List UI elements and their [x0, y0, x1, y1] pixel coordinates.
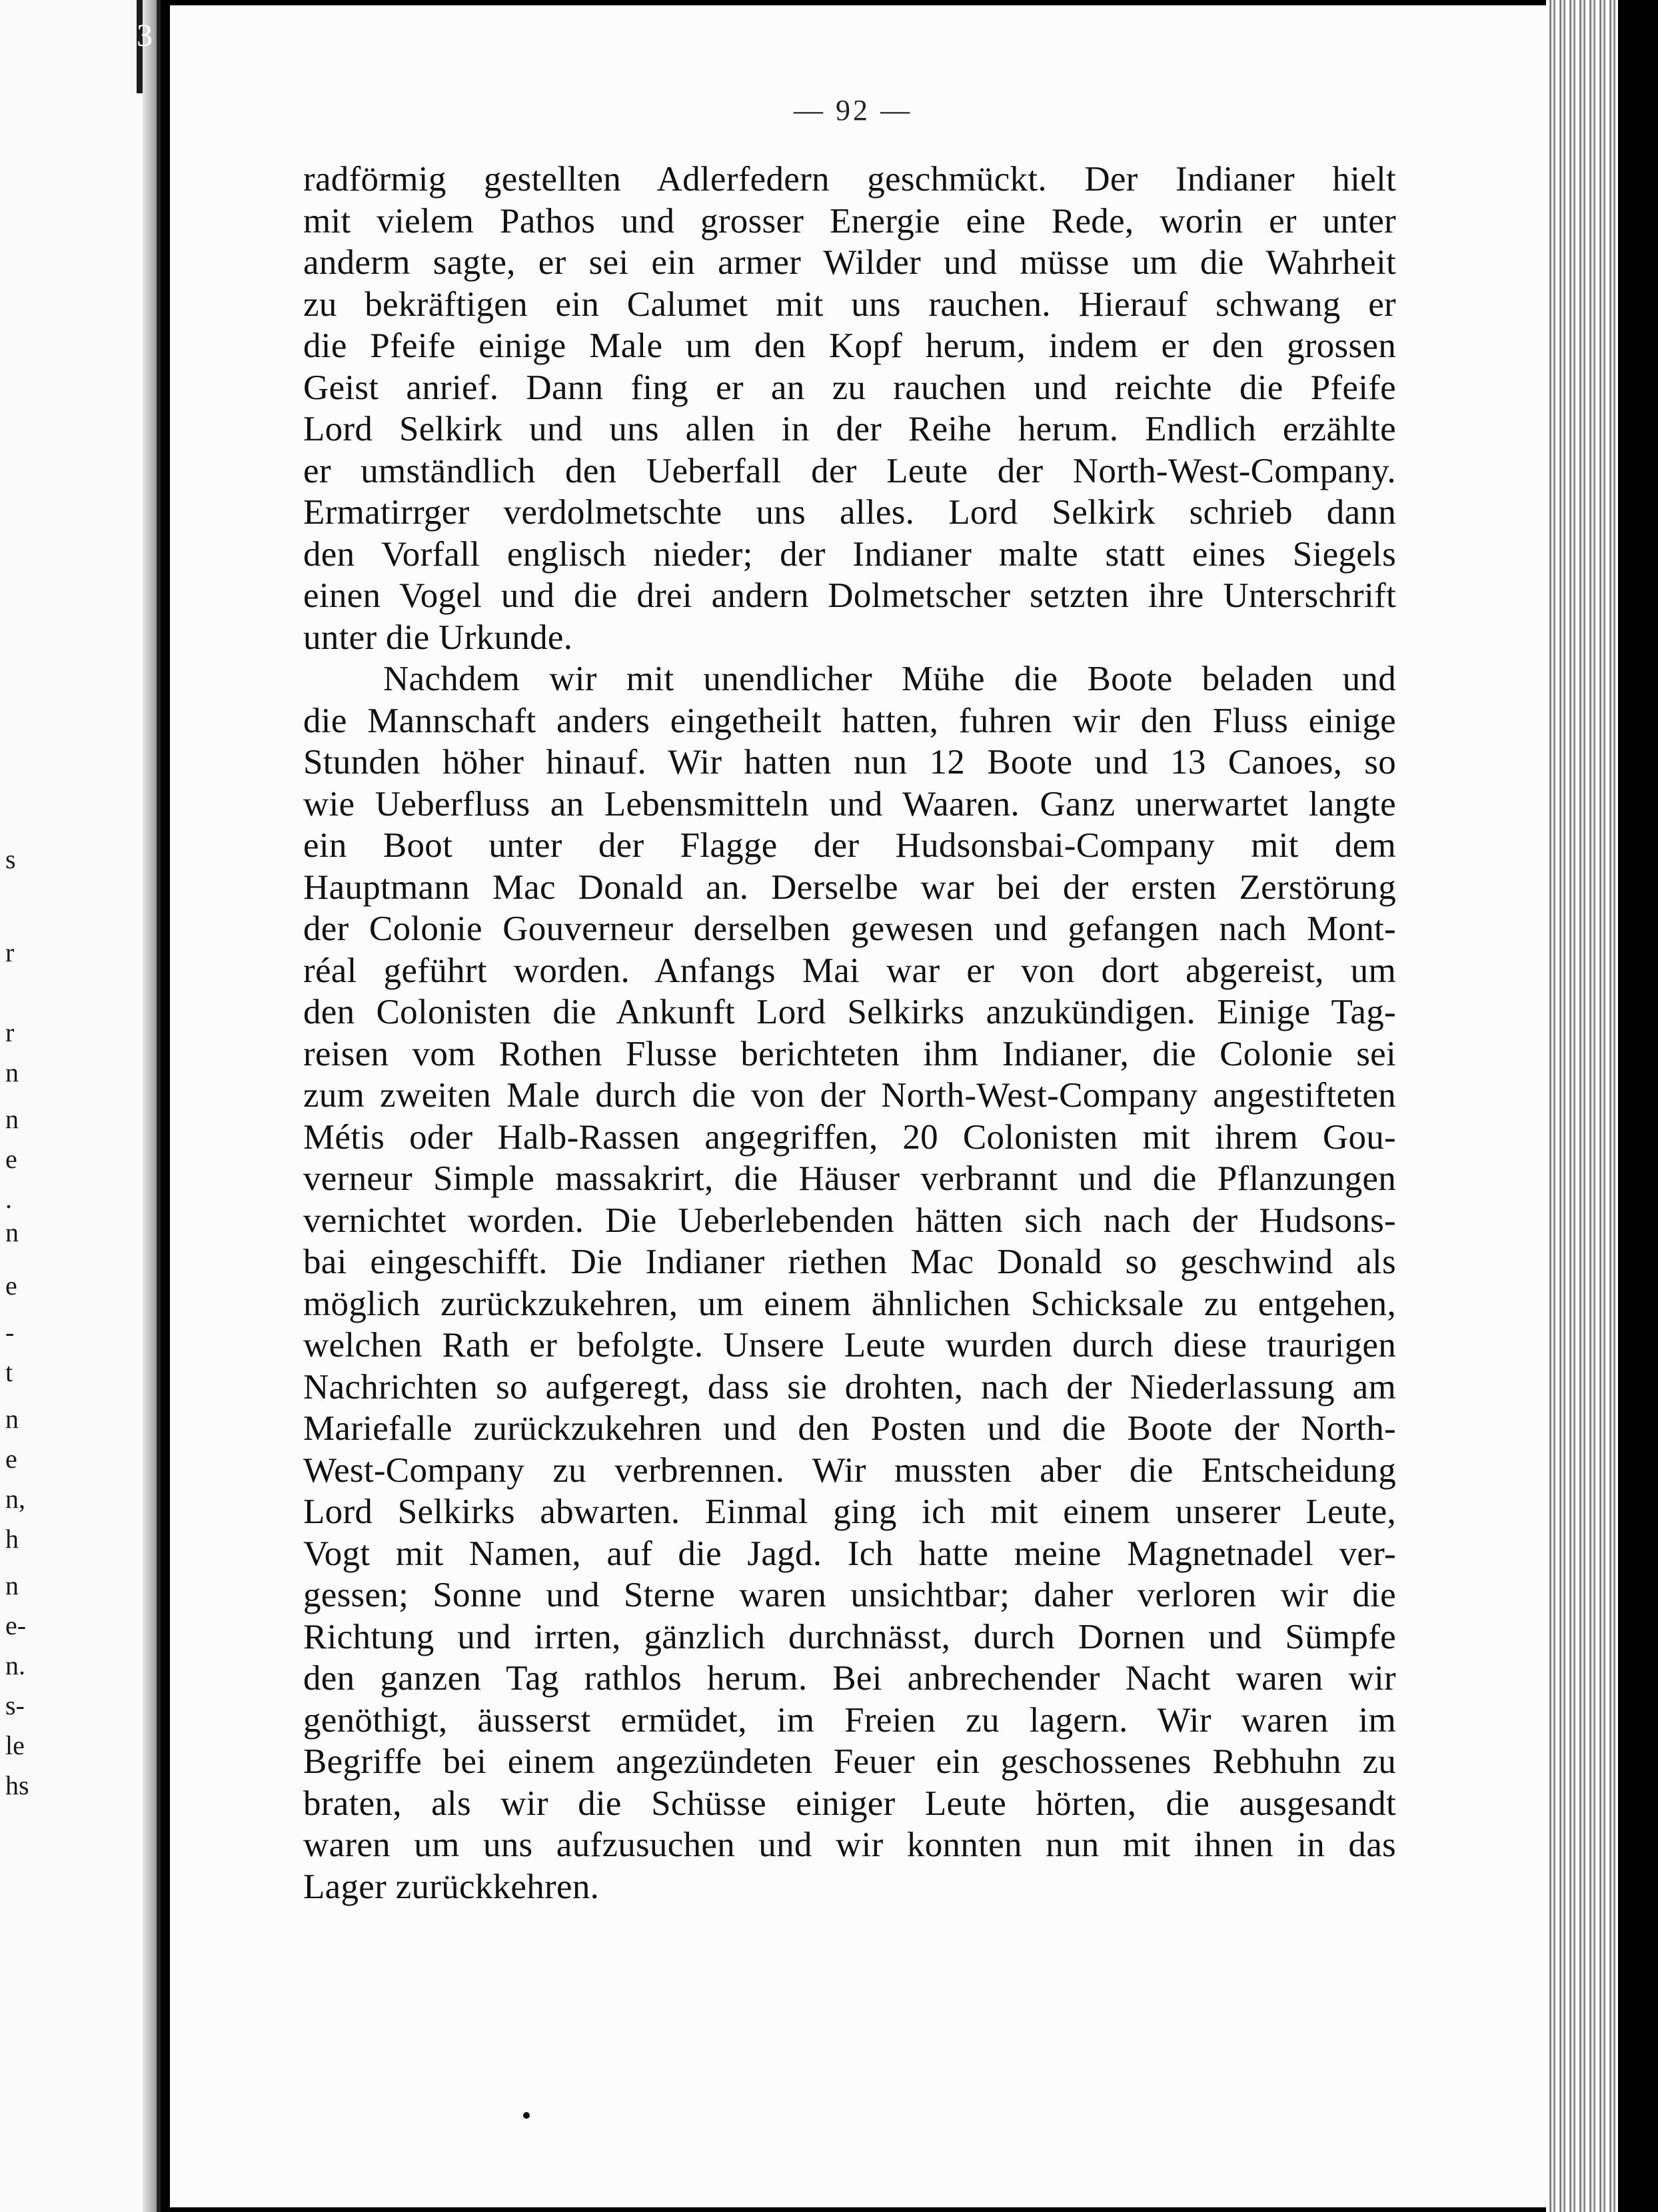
- text-line: genöthigt, äusserst ermüdet, im Freien zu lagern. Wir waren im: [303, 1700, 1396, 1740]
- text-line: den ganzen Tag rathlos herum. Bei anbrechender Nacht waren wir: [303, 1659, 1396, 1698]
- text-line: Lord Selkirk und uns allen in der Reihe herum. Endlich erzählte: [303, 410, 1396, 448]
- body-text: [303, 159, 1396, 1908]
- edge-char: -: [5, 1317, 15, 1347]
- text-line: West-Company zu verbrennen. Wir mussten aber die Entscheidung: [303, 1450, 1396, 1490]
- page-stack-edges: [1546, 0, 1658, 2212]
- text-line: Lord Selkirks abwarten. Einmal ging ich mit einem unserer Leute,: [303, 1492, 1396, 1531]
- text-line: die Mannschaft anders eingetheilt hatten, fuhren wir den Fluss einige: [303, 701, 1396, 740]
- text-line: welchen Rath er befolgte. Unsere Leute wurden durch diese traurigen: [303, 1326, 1396, 1365]
- text-line: verneur Simple massakrirt, die Häuser verbrannt und die Pflanzungen: [303, 1159, 1396, 1198]
- edge-char: h: [5, 1524, 19, 1554]
- edge-char: s-: [5, 1690, 25, 1720]
- text-line: Hauptmann Mac Donald an. Derselbe war bei der ersten Zerstörung: [303, 867, 1396, 907]
- edge-char: e: [5, 1271, 17, 1301]
- text-line: mit vielem Pathos und grosser Energie eine Rede, worin er unter: [303, 201, 1396, 241]
- text-line: Métis oder Halb-Rassen angegriffen, 20 Colonisten mit ihrem Gou-: [303, 1117, 1396, 1157]
- text-line: bai eingeschifft. Die Indianer riethen Mac Donald so geschwind als: [303, 1243, 1396, 1281]
- text-line: Nachdem wir mit unendlicher Mühe die Boote beladen und: [383, 660, 1396, 698]
- edge-char: e-: [5, 1610, 27, 1640]
- text-line: radförmig gestellten Adlerfedern geschmückt. Der Indianer hielt: [303, 160, 1396, 199]
- text-line: zu bekräftigen ein Calumet mit uns rauchen. Hierauf schwang er: [303, 284, 1396, 324]
- edge-char: n: [5, 1217, 19, 1247]
- text-line: Geist anrief. Dann fing er an zu rauchen und reichte die Pfeife: [303, 368, 1396, 407]
- text-line: gessen; Sonne und Sterne waren unsichtbar; daher verloren wir die: [303, 1576, 1396, 1614]
- text-line: den Vorfall englisch nieder; der Indianer malte statt eines Siegels: [303, 534, 1396, 574]
- text-line: Mariefalle zurückzukehren und den Posten und die Boote der North-: [303, 1409, 1396, 1448]
- edge-char: t: [5, 1357, 13, 1387]
- text-line: waren um uns aufzusuchen und wir konnten nun mit ihnen in das: [303, 1826, 1396, 1864]
- edge-top-mark: 3: [137, 18, 153, 53]
- text-line: Begriffe bei einem angezündeten Feuer ein geschossenes Rebhuhn zu: [303, 1742, 1396, 1781]
- text-line: Lager zurückkehren.: [303, 1867, 600, 1906]
- edge-char: r: [5, 1017, 15, 1047]
- edge-char: le: [5, 1730, 25, 1760]
- text-line: Stunden höher hinauf. Wir hatten nun 12 Boote und 13 Canoes, so: [303, 743, 1396, 782]
- edge-char: n: [5, 1057, 19, 1087]
- text-line: anderm sagte, er sei ein armer Wilder und müsse um die Wahrheit: [303, 243, 1396, 282]
- text-line: wie Ueberfluss an Lebensmitteln und Waaren. Ganz unerwartet langte: [303, 784, 1396, 824]
- edge-char: n: [5, 1404, 19, 1434]
- text-line: der Colonie Gouverneur derselben gewesen und gefangen nach Mont-: [303, 909, 1396, 948]
- text-line: den Colonisten die Ankunft Lord Selkirks anzukündigen. Einige Tag-: [303, 993, 1396, 1031]
- text-line: braten, als wir die Schüsse einiger Leute hörten, die ausgesandt: [303, 1784, 1396, 1823]
- facing-page-edge: [0, 0, 161, 2212]
- text-line: Nachrichten so aufgeregt, dass sie drohten, nach der Niederlassung am: [303, 1367, 1396, 1406]
- text-line: die Pfeife einige Male um den Kopf herum, indem er den grossen: [303, 326, 1396, 365]
- text-line: Ermatirrger verdolmetschte uns alles. Lord Selkirk schrieb dann: [303, 493, 1396, 532]
- page-number: — 92 —: [794, 94, 912, 127]
- gutter-shadow: [143, 0, 157, 2212]
- text-line: Richtung und irrten, gänzlich durchnässt, durch Dornen und Sümpfe: [303, 1617, 1396, 1656]
- edge-char: n,: [5, 1484, 25, 1514]
- text-line: Vogt mit Namen, auf die Jagd. Ich hatte meine Magnetnadel ver-: [303, 1534, 1396, 1573]
- text-line: unter die Urkunde.: [303, 618, 573, 657]
- text-line: zum zweiten Male durch die von der North-West-Company angestifteten: [303, 1076, 1396, 1115]
- text-line: er umständlich den Ueberfall der Leute der North-West-Company.: [303, 451, 1396, 490]
- edge-char: hs: [5, 1770, 29, 1800]
- text-line: vernichtet worden. Die Ueberlebenden hätten sich nach der Hudsons-: [303, 1201, 1396, 1240]
- edge-char: .: [5, 1184, 12, 1214]
- text-line: reisen vom Rothen Flusse berichteten ihm Indianer, die Colonie sei: [303, 1034, 1396, 1073]
- ink-speck: [523, 2112, 530, 2119]
- edge-char: s: [5, 844, 16, 874]
- text-line: einen Vogel und die drei andern Dolmetscher setzten ihre Unterschrift: [303, 576, 1396, 615]
- edge-char: e: [5, 1444, 17, 1474]
- text-line: réal geführt worden. Anfangs Mai war er von dort abgereist, um: [303, 951, 1396, 990]
- edge-char: n: [5, 1570, 19, 1600]
- edge-char: n: [5, 1104, 19, 1134]
- edge-char: e: [5, 1144, 17, 1174]
- edge-char: r: [5, 937, 15, 967]
- text-line: ein Boot unter der Flagge der Hudsonsbai-Company mit dem: [303, 826, 1396, 865]
- text-line: möglich zurückzukehren, um einem ähnlichen Schicksale zu entgehen,: [303, 1284, 1396, 1323]
- edge-char: n.: [5, 1650, 25, 1680]
